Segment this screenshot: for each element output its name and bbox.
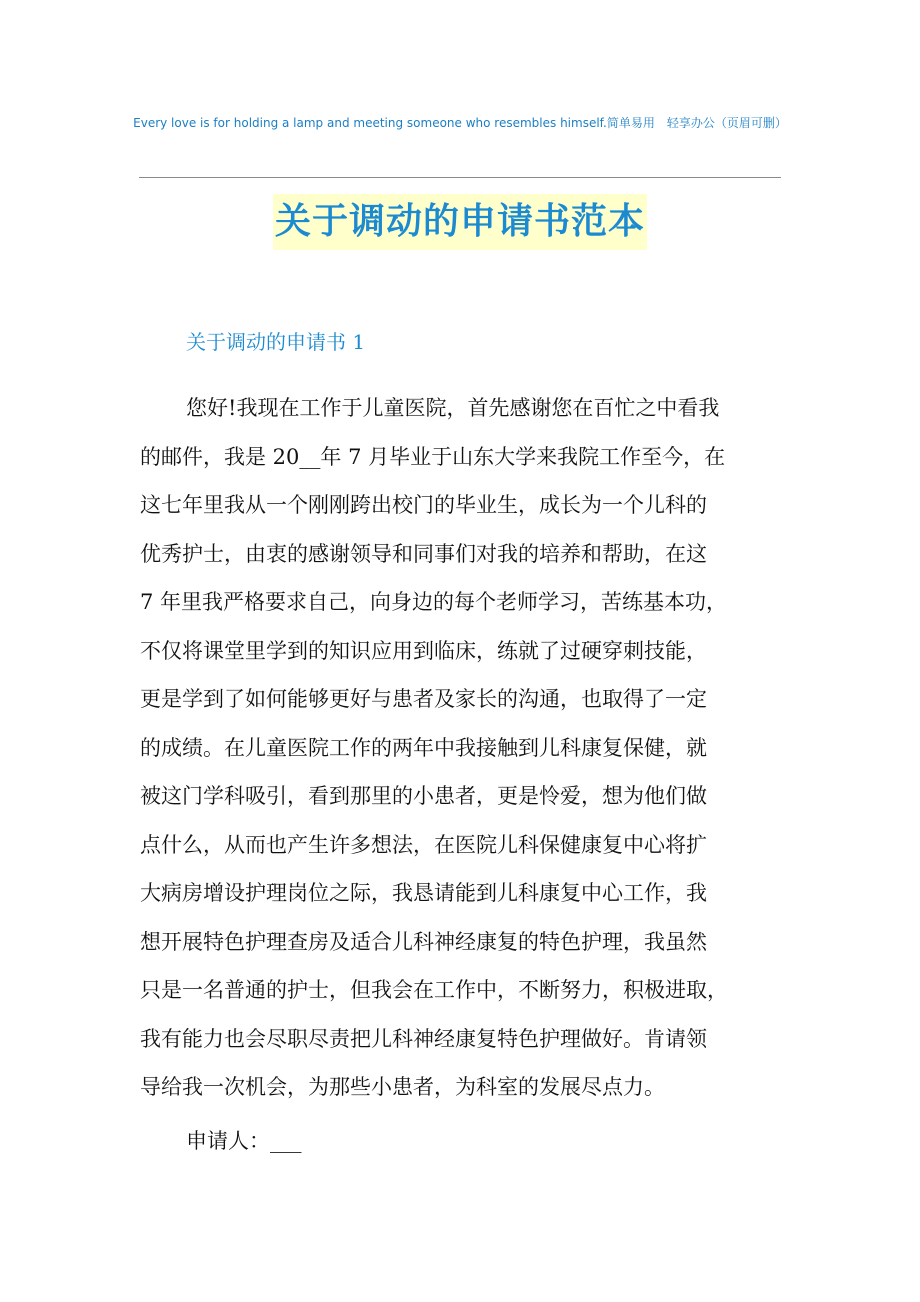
signature-line: 申请人：___ — [186, 1129, 302, 1153]
body-line: 7 年里我严格要求自己，向身边的每个老师学习，苦练基本功， — [140, 590, 728, 614]
title-container — [0, 194, 920, 250]
body-line: 您好!我现在工作于儿童医院，首先感谢您在百忙之中看我 — [186, 396, 720, 420]
body-paragraph — [140, 384, 780, 1112]
body-line: 更是学到了如何能够更好与患者及家长的沟通，也取得了一定 — [140, 687, 707, 711]
header-divider — [139, 177, 781, 178]
body-line: 优秀护士，由衷的感谢领导和同事们对我的培养和帮助，在这 — [140, 541, 707, 566]
body-line: 的邮件，我是 20__年 7 月毕业于山东大学来我院工作至今，在 — [140, 444, 726, 469]
body-line: 不仅将课堂里学到的知识应用到临床，练就了过硬穿刺技能， — [140, 638, 707, 663]
body-line: 只是一名普通的护士，但我会在工作中，不断努力，积极进取， — [140, 978, 728, 1002]
body-line: 被这门学科吸引，看到那里的小患者，更是怜爱，想为他们做 — [140, 784, 707, 808]
body-line: 我有能力也会尽职尽责把儿科神经康复特色护理做好。肯请领 — [140, 1026, 707, 1051]
body-line: 大病房增设护理岗位之际，我恳请能到儿科康复中心工作，我 — [140, 881, 707, 905]
header-text: Every love is for holding a lamp and meeting someone who resembles himself.简单易用 轻享办公（页眉可删） — [133, 116, 787, 130]
body-line: 的成绩。在儿童医院工作的两年中我接触到儿科康复保健，就 — [140, 735, 707, 760]
body-line: 想开展特色护理查房及适合儿科神经康复的特色护理，我虽然 — [140, 929, 707, 954]
body-line: 点什么，从而也产生许多想法，在医院儿科保健康复中心将扩 — [140, 832, 707, 857]
body-line: 这七年里我从一个刚刚跨出校门的毕业生，成长为一个儿科的 — [140, 493, 707, 517]
section-heading: 关于调动的申请书 1 — [186, 330, 366, 354]
document-title: 关于调动的申请书范本 — [273, 194, 647, 250]
body-line: 导给我一次机会，为那些小患者，为科室的发展尽点力。 — [140, 1075, 665, 1099]
